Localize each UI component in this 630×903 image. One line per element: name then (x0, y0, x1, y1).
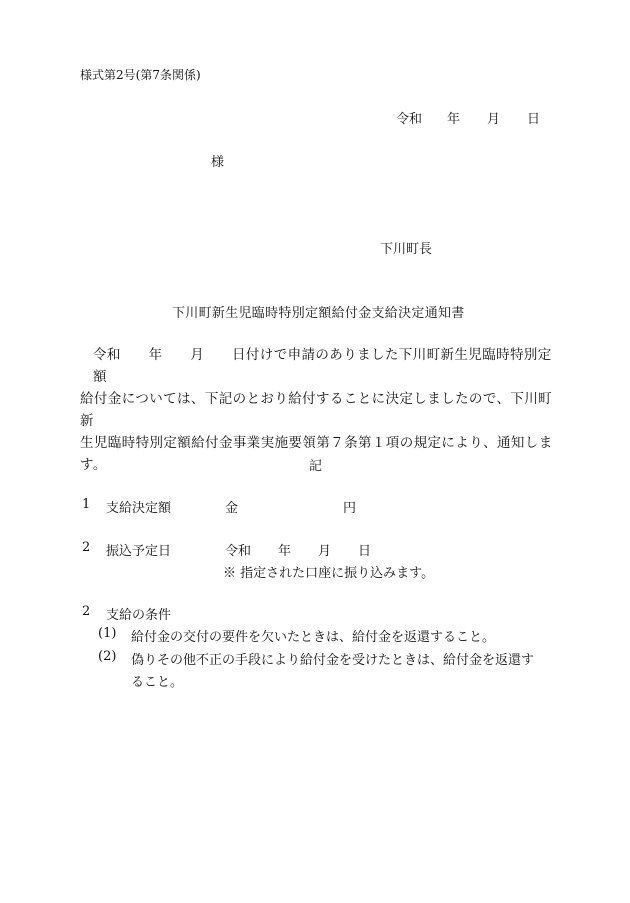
amount-kin: 金 (225, 501, 239, 516)
item-label: 支給決定額 (106, 501, 172, 516)
condition-text: 偽りその他不正の手段により給付金を受けたときは、給付金を返還す (131, 653, 535, 668)
condition-text: 給付金の交付の要件を欠いたときは、給付金を返還すること。 (131, 630, 496, 645)
date-month: 月 (487, 112, 501, 127)
body-line: 生児臨時特別定額給付金事業実施要領第７条第１項の規定により、通知しま (80, 435, 553, 451)
date-year: 年 (447, 112, 461, 127)
item-number: 1 (82, 497, 91, 512)
condition-number: (2) (98, 649, 117, 664)
recipient-suffix: 様 (211, 155, 225, 170)
document-title: 下川町新生児臨時特別定額給付金支給決定通知書 (172, 306, 465, 321)
amount-yen: 円 (343, 501, 357, 516)
body-line: 令和 年 月 日付けで申請のありました下川町新生児臨時特別定額 (93, 347, 552, 385)
transfer-month: 月 (318, 544, 332, 559)
form-label: 様式第2号(第7条関係) (80, 68, 201, 82)
item-number: 2 (82, 604, 91, 619)
transfer-note: ※ 指定された口座に振り込みます。 (223, 566, 435, 581)
date-era: 令和 (396, 112, 423, 127)
item-label: 支給の条件 (106, 608, 172, 623)
condition-number: (1) (98, 626, 117, 641)
issuer: 下川町長 (380, 242, 433, 257)
transfer-year: 年 (278, 544, 292, 559)
item-label: 振込予定日 (106, 544, 172, 559)
transfer-day: 日 (358, 544, 372, 559)
condition-text-continued: ること。 (131, 675, 184, 690)
item-number: 2 (82, 540, 91, 555)
transfer-era: 令和 (225, 544, 252, 559)
ki-heading: 記 (309, 459, 323, 474)
body-line: す。 (80, 457, 107, 473)
date-day: 日 (527, 112, 541, 127)
body-line: 給付金については、下記のとおり給付することに決定しましたので、下川町新 (80, 391, 553, 429)
